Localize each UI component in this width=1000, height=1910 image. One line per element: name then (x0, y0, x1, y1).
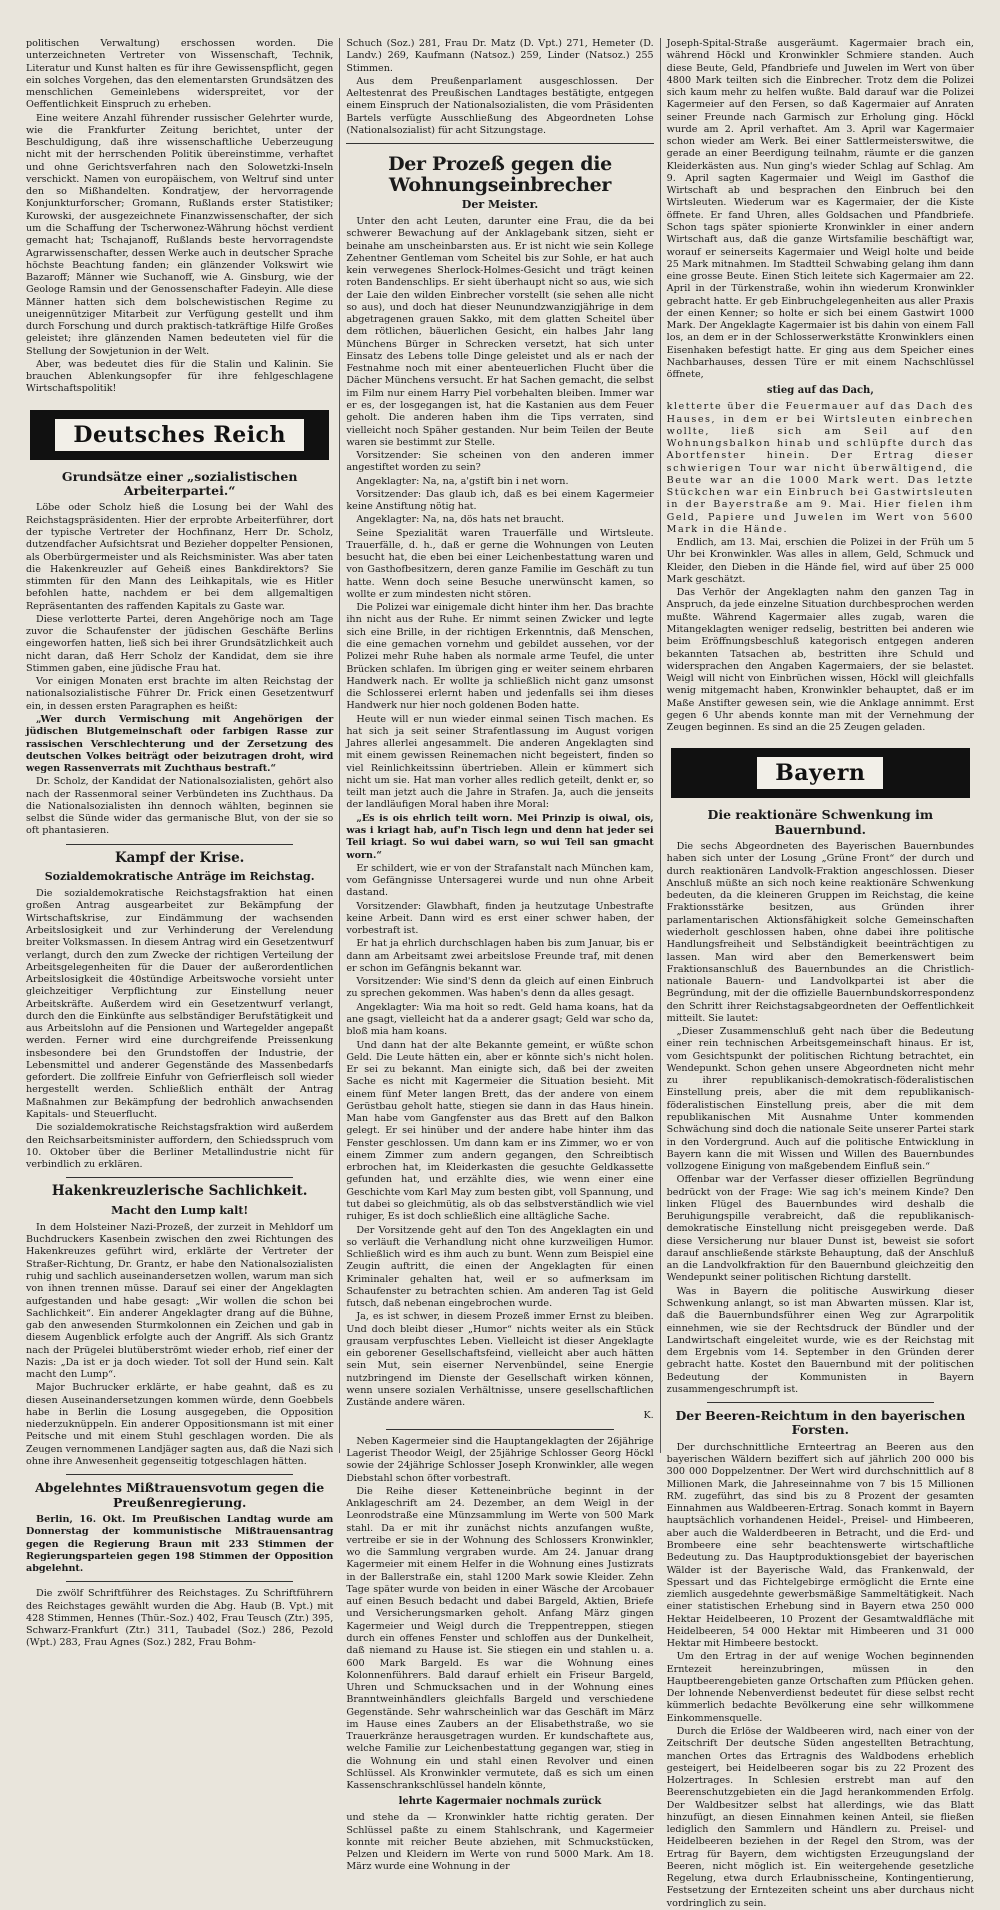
text-paragraph: politischen Verwaltung) erschossen worden. Die unterzeichneten Vertreter von Wissenschaft, Technik, Literatur und Kunst halten es für ihre Gewissenspflicht, gegen ein solches Vorgehen, das den elementarsten Grundsätzen des menschlichen Gemeinlebens widerspreitet, vor der Oeffentlichkeit Einspruch zu erheben. (26, 38, 334, 111)
column-rule (339, 38, 340, 1453)
article-title: Hakenkreuzlerische Sachlichkeit. (51, 1183, 308, 1200)
text-paragraph: Die sozialdemokratische Reichstagsfraktion hat einen großen Antrag ausgearbeitet zur Bekämpfung der Wirtschaftskrise, zur Eindämmung der wachsenden Arbeitslosigkeit und zur Verhinderung der Verelendung breiter Volksmassen. In diesem Antrag wird ein Gesetzentwurf verlangt, durch den zum Zwecke der richtigen Verteilung der Arbeitsgelegenheiten für die Dauer der außerordentlichen Arbeitslosigkeit die 40stündige Arbeitswoche vorsieht unter gleichzeitiger Verpflichtung zur Einstellung neuer Arbeitskräfte. Außerdem wird ein Gesetzentwurf verlangt, durch den die Einkünfte aus selbständiger Berufstätigkeit und aus Arbeitslohn auf die Pensionen und Wartegelder angepaßt werden. Ferner wird eine durchgreifende Preissenkung insbesondere bei den Grundstoffen der Industrie, der Lebensmittel und anderer Gegenstände des Massenbedarfs gefordert. Die zollfreie Einfuhr von Gefrierfleisch soll wieder hergestellt werden. Schließlich enthält der Antrag Maßnahmen zur Bekämpfung der bedrohlich anwachsenden Kapitals- und Steuerflucht. (26, 888, 334, 1120)
text-paragraph: Schuch (Soz.) 281, Frau Dr. Matz (D. Vpt.) 271, Hemeter (D. Landv.) 269, Kaufmann (Natsoz.) 259, Linder (Natsoz.) 255 Stimmen. (346, 38, 654, 74)
text-paragraph: Der Vorsitzende geht auf den Ton des Angeklagten ein und so verläuft die Verhandlung nicht ohne kurzweiligen Humor. Schließlich wird es ihm auch zu bunt. Wenn zum Beispiel eine Zeugin auftritt, die einen der Angeklagten für einen Kriminaler gehalten hat, weil er so aufmerksam im Schaufenster zu betrachten schien. Am anderen Tag ist Geld futsch, daß nebenan eingebrochen wurde. (346, 1224, 654, 1310)
article-subtitle: Sozialdemokratische Anträge im Reichstag. (44, 870, 315, 884)
text-paragraph: Und dann hat der alte Bekannte gemeint, er wüßte schon Geld. Die Leute hätten ein, aber er könnte sich's nicht holen. Er sei zu bekannt. Man einigte sich, daß bei der zweiten Sache es nicht mit Kagermeier die Situation besieht. Mit einem fünf Meter langen Brett, das der andere von einem Gerüstbau geholt hatte, stiegen sie dann in das Haus hinein. Man habe vom Gangfenster aus das Brett auf den Balkon gelegt. Er sei hinüber und der andere habe hinter ihm das Fenster geschlossen. Um dann kam er ins Zimmer, wo er von einem Zimmer zum andern gegangen, den Schreibtisch erbrochen hat, im Kleiderkasten die gesuchte Geldkassette gefunden hat, und erzählte dies, wie wenn einer eine Geschichte vom Karl May zum besten gibt, voll Spannung, und tut dabei so gleichmütig, als ob das selbstverständlich wie viel ruhiger, Es ist doch schließlich eine alltägliche Sache. (346, 1039, 654, 1223)
text-paragraph: Vorsitzender: Das glaub ich, daß es bei einem Kagermeier keine Anstiftung nötig hat. (346, 488, 654, 513)
section-title: Bayern (757, 757, 883, 789)
text-paragraph: Die sechs Abgeordneten des Bayerischen Bauernbundes haben sich unter der Losung „Grüne Front“ der durch und durch reaktionären Landvolk-Fraktion angeschlossen. Dieser Anschluß müßte an sich noch keine reaktionäre Schwenkung bedeuten, da die kleineren Gruppen im Reichstag, die keine Fraktionsstärke besitzen, aus Gründen ihrer parlamentarischen Aktionsfähigkeit solche Gemeinschaften wiederholt geschlossen haben, ohne dabei ihre politische Handlungsfreiheit und Selbständigkeit beeinträchtigen zu lassen. Man wird aber den Bemerkenswert beim Fraktionsanschluß des Bauernbundes an die Christlich-nationale Bauern- und Landvolkpartei ist aber die Begründung, mit der die offizielle Bauernbundskorrespondenz den Schritt ihrer Reichstagsabgeordneten der Oeffentlichkeit mitteilt. Sie lautet: (666, 841, 974, 1024)
text-paragraph: Die Polizei war einigemale dicht hinter ihm her. Das brachte ihn nicht aus der Ruhe. Er nimmt seinen Zwicker und legte sich eine Brille, in der richtigen Erkenntnis, daß Menschen, die eine gemachen vornehm und gebildet aussehen, vor der Polizei mehr Ruhe haben als normale arme Teufel, die unter Brücken schlafen. Im übrigen ging er weiter seinem ehrbaren Handwerk nach. Er wollte ja schließlich nicht ganz umsonst die Schlosserei erlernt haben und jedenfalls sei ihm dieses Handwerk nur hier noch goldenen Boden hatte. (346, 602, 654, 712)
divider (346, 143, 653, 144)
text-paragraph: Vorsitzender: Glawbhaft, finden ja heutzutage Unbestrafte keine Arbeit. Dann wird es erst einer schwer haben, der vorbestraft ist. (346, 900, 654, 937)
text-paragraph: Eine weitere Anzahl führender russischer Gelehrter wurde, wie die Frankfurter Zeitung berichtet, unter der Beschuldigung, daß ihre wissenschaftliche Ueberzeugung nicht mit der herrschenden Politik übereinstimme, verhaftet und ohne Gerichtsverfahren nach den Solowetzki-Inseln verschickt. Namen von europäischem, von Weltruf sind unter den so Mißhandelten. Kondratjew, der hervorragende Konjunkturforscher; Gromann, Rußlands erster Statistiker; Kurowski, der ausgezeichnete Finanzwissenschafter, der sich um die Schaffung der Tscherwonez-Währung höchst verdient gemacht hat; Tschajanoff, Rußlands beste hervorragendste Agrarwissenschafter, dessen Werke auch in deutscher Sprache höchste Beachtung fanden; ein glänzender Volkswirt wie Bazaroff; Männer wie Suchanoff, wie A. Ginsburg, wie der Geologe Ramsin und der Genossenschafter Fadeyin. Alle diese Männer hatten sich dem bolschewistischen Regime zu uneigennütziger Mitarbeit zur Verfügung gestellt und ihm durch Forschung und durch praktisch-tatkräftige Hilfe Großes geleistet; ihre glänzenden Namen bedeuteten viel für die Stellung der Sowjetunion in der Welt. (26, 112, 334, 357)
text-paragraph: Dr. Scholz, der Kandidat der Nationalsozialisten, gehört also nach der Rassenmoral seiner Verbündeten ins Zuchthaus. Da die Nationalsozialisten ihn dennoch wählten, beginnen sie selbst die Sünde wider das germanische Blut, von der sie so oft phantasieren. (26, 776, 334, 837)
text-paragraph: Löbe oder Scholz hieß die Losung bei der Wahl des Reichstagspräsidenten. Hier der erprobte Arbeiterführer, dort der typische Vertreter der Hochfinanz, Herr Dr. Scholz, dutzendfacher Aufsichtsrat und Bezieher doppelter Pensionen, als Oberbürgermeister und als Reichsminister. Was aber taten die Hakenkreuzler auf Geheiß eines Bankdirektors? Sie stimmten für den Mann des Leihkapitals, wie es Hitler befohlen hatte, nachdem er bei dem allgemaltigen Repräsentanten des raffenden Kapitals zu Gaste war. (26, 502, 334, 612)
text-paragraph: Was in Bayern die politische Auswirkung dieser Schwenkung anlangt, so ist man Abwarten müssen. Klar ist, daß die Bauernbundsführer einen Weg zur Agrarpolitik einnehmen, wie sie der Rechtsdruck der Bündler und der Landwirtschaft eingeleitet wurde, wie es der Reichstag mit dem Ergebnis vom 14. September in den Gründen derer gebracht hatte. Kostet den Bauernbund mit der politischen Bedeutung der Kommunisten in Bayern zusammengeschrumpft ist. (666, 1285, 974, 1395)
text-quote: „Es is ois ehrlich teilt worn. Mei Prinzip is oiwal, ois, was i kriagt hab, auf'n Tisch legn und denn hat jeder sei Teil kriagt. So wui dabei warn, so wui Teil san gmacht worn.“ (346, 812, 654, 861)
divider (66, 1581, 293, 1582)
text-paragraph: Endlich, am 13. Mai, erschien die Polizei in der Früh um 5 Uhr bei Kronwinkler. Was alles in allem, Geld, Schmuck und Kleider, den Dieben in die Hände fiel, wird auf über 25 000 Mark geschätzt. (666, 537, 974, 585)
inline-subheading: stieg auf das Dach, (766, 385, 874, 397)
text-paragraph: Seine Spezialität waren Trauerfälle und Wirtsleute. Trauerfälle, d. h., daß er gerne die Wohnungen von Leuten besucht hat, die eben bei einer Leichenbestattung waren und von Gasthofbesitzern, deren ganze Familie im Geschäft zu tun hatte. Wenn doch seine Besuche unerwünscht kamen, so wollte er zum mindesten nicht stören. (346, 527, 654, 600)
text-paragraph: Neben Kagermeier sind die Hauptangeklagten der 26jährige Lagerist Theodor Weigl, der 25jährige Schlosser Georg Höckl sowie der 24jährige Schlosser Joseph Kronwinkler, alle wegen Diebstahl schon öfter vorbestraft. (346, 1435, 654, 1484)
text-paragraph: Vor einigen Monaten erst brachte im alten Reichstag der nationalsozialistische Führer Dr. Frick einen Gesetzentwurf ein, in dessen ersten Paragraphen es heißt: (26, 676, 334, 712)
text-paragraph: Die sozialdemokratische Reichstagsfraktion wird außerdem den Reichsarbeitsminister auffordern, den Schiedsspruch vom 10. Oktober über die Berliner Metallindustrie nicht für verbindlich zu erklären. (26, 1122, 334, 1171)
article-title: Abgelehntes Mißtrauensvotum gegen die Preußenregierung. (35, 1480, 325, 1510)
divider (66, 1474, 293, 1475)
text-paragraph: Unter den acht Leuten, darunter eine Frau, die da bei schwerer Bewachung auf der Anklagebank sitzen, sieht er beinahe am unscheinbarsten aus. Er ist nicht wie sein Kollege Zehentner Gentleman vom Scheitel bis zur Sohle, er hat auch kein verwegenes Sherlock-Holmes-Gesicht und trägt keinen roten Bandenschlips. Er sieht überhaupt nicht so aus, wie sich der Laie den wilden Einbrecher vorstellt (sie sehen alle nicht so aus), und doch hat dieser Neunundzwanzigjährige in dem abgetragenen grauen Sakko, mit dem glatten Scheitel über dem rötlichen, bäuerlichen Gesicht, ein halbes Jahr lang Münchens Bürger in Schrecken versetzt, hat sich unter Einsatz des Lebens tolle Dinge geleistet und als er nach der Festnahme noch mit einer abenteuerlichen Flucht über die Dächer Münchens versucht. Er hat Sachen gemacht, die selbst im Film nur einem Harry Piel vorbehalten bleiben. Immer war er es, der losgegangen ist, hat die Kastanien aus dem Feuer geholt. Die anderen haben ihm die Tips verraten, sind vielleicht noch Späher gestanden. Nur beim Teilen der Beute waren sie bestimmt zur Stelle. (346, 215, 654, 448)
article-title: Grundsätze einer „sozialistischen Arbeiterpartei.“ (61, 468, 298, 499)
divider (707, 1402, 934, 1403)
text-paragraph: Die Reihe dieser Ketteneinbrüche beginnt in der Anklageschrift am 24. Dezember, an dem Weigl in der Leonrodstraße eine Münzsammlung im Werte von 500 Mark stahl. Da er mit ihr zunächst nichts anzufangen wußte, vertreibe er sie in der Wohnung des Schlossers Kronwinkler, wo die Sammlung vergraben wurde. Am 24. Januar drang Kagermeier mit einem Helfer in die Wohnung eines Justizrats in der Ballerstraße ein, stahl 1200 Mark sowie Kleider. Zehn Tage später wurde von beiden in einer Wäsche der Arcobauer auf einen Besuch bedacht und dabei Bargeld, Aktien, Briefe und Versicherungsmarken geholt. Anfang März gingen Kagermeier und Weigl durch die Treppentreppen, stiegen durch ein offenes Fenster und schloffen aus der Dunkelheit, daß niemand zu Hause ist. Sie stiegen ein und stahlen u. a. 600 Mark Bargeld. Es war die Wohnung eines Kolonnenführers. Bald darauf erhielt ein Friseur Bargeld, Uhren und Schmucksachen und in der Wohnung eines Branntweinhändlers gleichfalls Bargeld und verschiedene Gegenstände. Sehr wahrscheinlich war das Geschäft im März im Hause eines Zaubers an der Elisabethstraße, wo sie Trauerkränze herausgetragen wurden. Er kundschaftete aus, welche Familie zur Leichenbestattung gegangen war, stieg in die Wohnung ein und stahl einen Revolver und einen Schlüssel. Als Kronwinkler vermutete, daß es sich um einen Kassenschrankschlüssel handeln könnte, (346, 1485, 654, 1792)
text-paragraph: Aus dem Preußenparlament ausgeschlossen. Der Aeltestenrat des Preußischen Landtages bestätigte, entgegen einem Einspruch der Nationalsozialisten, die vom Präsidenten Bartels verfügte Ausschließung des Abgeordneten Lohse (Nationalsozialist) für acht Sitzungstage. (346, 75, 654, 136)
text-paragraph: Diese verlotterte Partei, deren Angehörige noch am Tage zuvor die Schaufenster der jüdischen Geschäfte Berlins eingeworfen hatten, ließ sich bei ihrer Grundsätzlichkeit auch nicht daran, daß Herr Scholz der Kandidat, dem sie ihre Stimmen gaben, eine jüdische Frau hat. (26, 613, 334, 674)
section-title: Deutsches Reich (55, 419, 304, 451)
text-paragraph: Er schildert, wie er von der Strafanstalt nach München kam, vom Gefängnisse Untersagerei wurde und nun ohne Arbeit dastand. (346, 862, 654, 899)
text-paragraph: Um den Ertrag in der auf wenige Wochen beginnenden Erntezeit hereinzubringen, müssen in den Hauptbeerengebieten ganze Ortschaften zum Pflücken gehen. Der lohnende Nebenverdienst bedeutet für diese selbst recht kümmerlich bedachte Bevölkerung eine sehr willkommene Einkommensquelle. (666, 1651, 974, 1724)
text-paragraph: Ja, es ist schwer, in diesem Prozeß immer Ernst zu bleiben. Und doch bleibt dieser „Humor“ nichts weiter als ein Stück grausam verpfuschtes Leben. Vielleicht ist dieser Angeklagte ein geborener Gesellschaftsfeind, vielleicht aber auch hätten sein Mut, sein eiserner Nervenbündel, seine Energie nutzbringend im Dienste der Gesellschaft wirken können, wenn unsere sozialen Verhältnisse, unsere gesellschaftlichen Zustände andere wären. (346, 1311, 654, 1409)
text-paragraph: Der durchschnittliche Ernteertrag an Beeren aus den bayerischen Wäldern beziffert sich auf jährlich 200 000 bis 300 000 Doppelzentner. Der Wert wird durchschnittlich auf 8 Millionen Mark, die Jahreseinnahme von 7 bis 15 Millionen RM. zugeführt, das sind bis zu 8 Prozent der gesamten Einnahmen aus Waldbeeren-Ertrag. Sonach kommt in Bayern hauptsächlich vorhandenen Heidel-, Preisel- und Himbeeren, aber auch die Walderdbeeren in Betracht, und die Erd- und Brombeere eine sehr beachtenswerte wirtschaftliche Bedeutung zu. Das Hauptproduktionsgebiet der bayerischen Wälder ist der Bayerische Wald, das Frankenwald, der Spessart und das Fichtelgebirge ermöglicht die Ernte eine ziemlich ausgedehnte gewerbsmäßige Sammeltätigkeit. Nach einer statistischen Erhebung sind in Bayern etwa 250 000 Hektar Heidelbeeren, 10 Prozent der Gesamtwaldfläche mit Heidelbeeren, 54 000 Hektar mit Himbeeren und 31 000 Hektar mit Himbeere bestockt. (666, 1441, 974, 1650)
text-paragraph: Major Buchrucker erklärte, er habe geahnt, daß es zu diesen Auseinandersetzungen kommen würde, denn Goebbels habe in Berlin die Losung ausgegeben, die Opposition niederzuknüppeln. Ein anderer Oppositionsmann ist mit einer Peitsche und mit einem Stuhl geschlagen worden. Die als Zeugen vernommenen Landjäger sagten aus, daß die Nazi sich ohne ihre Anwesenheit gegenseitig totgeschlagen hätten. (26, 1382, 334, 1467)
text-paragraph: Berlin, 16. Okt. Im Preußischen Landtag wurde am Donnerstag der kommunistische Mißtrauensantrag gegen die Regierung Braun mit 233 Stimmen der Regierungsparteien gegen 198 Stimmen der Opposition abgelehnt. (26, 1513, 334, 1575)
inline-subheading: lehrte Kagermaier nochmals zurück (398, 1796, 602, 1808)
divider (66, 1177, 293, 1178)
text-paragraph: Das Verhör der Angeklagten nahm den ganzen Tag in Anspruch, da jede einzelne Situation durchbesprochen werden mußte. Während Kagermaier alles zugab, waren die Mitangeklagten weniger redselig, bestritten bei anderen wie beim Eröffnungsbeschluß kategorisch entgegen anderen bekannten Tatsachen ab, bestritten ihre Schuld und widersprachen den Angaben Kagermaiers, der sie belastet. Weigl will nicht von Einbrüchen wissen, Höckl will gleichfalls wenig mitgemacht haben, Kronwinkler behauptet, daß er im Maße Anstifter gewesen sein, wie die Anklage annimmt. Erst gegen 6 Uhr abends konnte man mit der Vernehmung der Zeugen beginnen. Es sind an die 25 Zeugen geladen. (666, 587, 974, 734)
article-subtitle: Macht den Lump kalt! (111, 1203, 249, 1217)
text-quote: „Wer durch Vermischung mit Angehörigen der jüdischen Blutgemeinschaft oder farbigen Rasse zur rassischen Verschlechterung und der Zersetzung des deutschen Volkes beiträgt oder beizutragen droht, wird wegen Rassenverrats mit Zuchthaus bestraft.“ (26, 713, 334, 775)
text-paragraph: Durch die Erlöse der Waldbeeren wird, nach einer von der Zeitschrift Der deutsche Süden angestellten Betrachtung, manchen Ortes das Ertragnis des Waldbodens erheblich gesteigert, bei Heidelbeeren sogar bis zu 22 Prozent des Holzertrages. In Schlesien erstrebt man auf den Beerenschutzgebieten ein die Jagd herankommenden Erfolg. Der Waldbesitzer selbst hat allerdings, wie das Blatt hinzufügt, an diesen Einnahmen keinen Anteil, sie fließen lediglich den Sammlern und Händlern zu. Preisel- und Heidelbeeren beziehen in der Regel den Strom, was der Ertrag für Bayern, dem wichtigsten Erzeugungsland der Beeren, nicht möglich ist. Ein weitergehende gesetzliche Regelung, etwa durch Erlaubnisscheine, Kontingentierung, Festsetzung der Erntezeiten scheint uns aber durchaus nicht vordringlich zu sein. (666, 1725, 974, 1909)
article-title: Die reaktionäre Schwenkung im Bauernbund. (707, 807, 934, 837)
text-paragraph: Angeklagter: Na, na, a'gstift bin i net worn. (356, 475, 569, 487)
column-2 (346, 38, 654, 1873)
text-paragraph: In dem Holsteiner Nazi-Prozeß, der zurzeit in Mehldorf um Buchdruckers Kasenbein zwischen den zwei Richtungen des Hakenkreuzes geführt wird, erklärte der Vertreter der Straßer-Richtung, Dr. Grantz, er habe den Nationalsozialisten ruhig und sachlich auseinandersetzen wollen, warum man sich von ihnen trennen müsse. Darauf sei einer der Angeklagten aufgestanden und habe gesagt: „Wir wollen die schon bei Sachlichkeit“. Ein anderer Angeklagter drang auf die Bühne, gab den anwesenden Sturmkolonnen ein Zeichen und gab in diesem Augenblick erfolgte auch der Angriff. Als sich Grantz nach der Prügelei blutüberströmt wieder erhob, rief einer der Nazis: „Da ist er ja doch wieder. Tot soll der Hund sein. Kalt macht den Lump“. (26, 1221, 334, 1381)
article-headline: Der Prozeß gegen die Wohnungseinbrecher (388, 153, 612, 197)
text-paragraph: Joseph-Spital-Straße ausgeräumt. Kagermaier brach ein, während Höckl und Kronwinkler Schmiere standen. Auch diese Beute, Geld, Pfandbriefe und Juwelen im Wert von über 4800 Mark teilten sich die Einbrecher. Trotz dem die Polizei sich kaum mehr zu helfen wußte. Bald darauf war die Polizei Kagermeier auf den Fersen, so daß Kagermaier auf Anraten seiner Freunde nach Garmisch zur Erholung ging. Höckl wurde am 2. April verhaftet. Am 3. April war Kagermaier schon wieder am Werk. Bei einer Sattlermeisterswitwe, die gerade an einer Beerdigung teilnahm, räumte er die ganzen Kleiderkästen aus. Nun ging's wieder Schlag auf Schlag. Am 9. April sagten Kagermaier und Weigl im Gasthof die Wirtschaft ab und besprachen den Einbruch bei den Wirtsleuten. Wiederum war es Kagermaier, der die Kiste öffnete. Er fand Uhren, alles Goldsachen und Pfandbriefe. Schon tags später spionierte Kronwinkler in einer andern Wirtschaft aus, daß die ganze Wirtsfamilie beschäftigt war, worauf er seinerseits Kagermaier und Weigl holte und beide 25 Mark mitnahmen. Im Stadtteil Schwabing gelang ihm dann eine grosse Beute. Einen Stich leitete sich Kagermaier am 22. April in der Türkenstraße, wohin ihn wiederum Kronwinkler gebracht hatte. Er geb Einbruchgelegenheiten aus aller Praxis der einen Kenner; so holte er sich bei einem Gastwirt 1000 Mark. Der Angeklagte Kagermaier ist bis dahin von einem Fall los, an dem er in der Schlosserwerkstätte Kronwinklers einen Eisenhaken befestigt hatte. Er ging aus dem Speicher eines Nachbarhauses, dessen Türe er mit einem Nachschlüssel öffnete, (666, 38, 974, 381)
divider (66, 844, 293, 845)
article-title: Der Beeren-Reichtum in den bayerischen Forsten. (675, 1408, 966, 1438)
section-banner-bayern (671, 748, 970, 798)
text-paragraph: Aber, was bedeutet dies für die Stalin und Kalinin. Sie brauchen Ablenkungsopfer für ihre fehlgeschlagene Wirtschaftspolitik! (26, 358, 334, 395)
text-paragraph: Vorsitzender: Sie scheinen von den anderen immer angestiftet worden zu sein? (346, 450, 654, 474)
text-paragraph: Die zwölf Schriftführer des Reichstages. Zu Schriftführern des Reichstages gewählt wurden die Abg. Haub (B. Vpt.) mit 428 Stimmen, Hennes (Thür.-Soz.) 402, Frau Teusch (Ztr.) 395, Schwarz-Frankfurt (Ztr.) 311, Taubadel (Soz.) 286, Pezold (Wpt.) 283, Frau Agnes (Soz.) 282, Frau Bohm- (26, 1588, 334, 1649)
divider (386, 1429, 613, 1430)
column-rule (660, 38, 661, 1453)
text-paragraph: Vorsitzender: Wie sind'S denn da gleich auf einen Einbruch zu sprechen gekommen. Was haben's denn da alles gesagt. (346, 976, 654, 1000)
text-paragraph: Offenbar war der Verfasser dieser offiziellen Begründung bedrückt von der Frage: Wie sag ich's meinem Kinde? Den linken Flügel des Bauernbundes wird deshalb die Beruhigungspille verabreicht, daß die republikanisch-demokratische Einstellung nicht preisgegeben werde. Daß diese Versicherung nur blauer Dunst ist, beweist sie sofort darauf anschließende stärkste Behauptung, daß der Anschluß an die Landvolkfraktion für den Bauernbund gleichzeitig den Wendepunkt seiner politischen Richtung darstellt. (666, 1174, 974, 1284)
text-paragraph: Er hat ja ehrlich durchschlagen haben bis zum Januar, bis er dann am Arbeitsamt zwei arbeitslose Freunde traf, mit denen er schon im Gefängnis bekannt war. (346, 938, 654, 974)
text-paragraph: Angeklagter: Wia ma hoit so redt. Geld hama koans, hat da ane gsagt, vielleicht hat da a anderer gsagt; Geld war scho da, bloß mia ham koans. (346, 1001, 654, 1038)
article-subtitle: Der Meister. (461, 197, 539, 211)
author-signature: K. (643, 1410, 654, 1422)
column-1 (26, 38, 334, 1649)
text-paragraph: Heute will er nun wieder einmal seinen Tisch machen. Es hat sich ja seit seiner Strafentlassung im August vorigen Jahres allerlei angesammelt. Die anderen Angeklagten sind mit einem gewissen Reinemachen nicht begeistert, finden so viel Reinlichkeitssinn übertrieben. Allein er kümmert sich nicht um sie. Hat man vorher alles redlich geteilt, denkt er, so teilt man jetzt auch die Jahre in Strafen. Ja, auch die jenseits der landläufigen Moral haben ihre Moral: (346, 713, 654, 811)
article-title: Kampf der Krise. (114, 849, 245, 866)
text-paragraph: und stehe da — Kronwinkler hatte richtig geraten. Der Schlüssel paßte zu einem Stahlschrank, und Kagermeier konnte mit reicher Beute abziehen, mit Schmuckstücken, Pelzen und Kleidern im Werte von rund 5000 Mark. Am 18. März wurde eine Wohnung in der (346, 1812, 654, 1873)
section-banner-deutsches-reich (30, 410, 329, 460)
text-paragraph: kletterte über die Feuermauer auf das Dach des Hauses, in dem er bei Wirtsleuten einbrechen wollte, ließ sich am Seil auf den Wohnungsbalkon hinab und schlüpfte durch das Abortfenster hinein. Der Ertrag dieser schwierigen Tour war nicht überwältigend, die Beute war an die 1000 Mark wert. Das letzte Stückchen war ein Einbruch bei Gastwirtsleuten in der Bayerstraße am 9. Mai. Hier fielen ihm Geld, Papiere und Juwelen im Wert von 5600 Mark in die Hände. (666, 401, 974, 535)
text-quote: „Dieser Zusammenschluß geht nach über die Bedeutung einer rein technischen Arbeitsgemeinschaft hinaus. Er ist, vom Gesichtspunkt der politischen Richtung betrachtet, ein Wendepunkt. Schon gehen unsere Abgeordneten nicht mehr zu ihrer republikanisch-demokratisch-föderalistischen Einstellung preis, aber die mit dem republikanisch-föderalistischen Einstellung preis, aber die mit dem republikanischen Mit Ausnahme Unter kommenden Schwächung sind doch die nationale Seite unserer Partei stark in den Vordergrund. Auch auf die politische Entwicklung in Bayern kann die mit Wissen und Willen des Bauernbundes vollzogene Einigung von maßgebendem Einfluß sein.“ (666, 1026, 974, 1173)
text-paragraph: Angeklagter: Na, na, dös hats net braucht. (356, 514, 565, 526)
column-3 (666, 38, 974, 1909)
